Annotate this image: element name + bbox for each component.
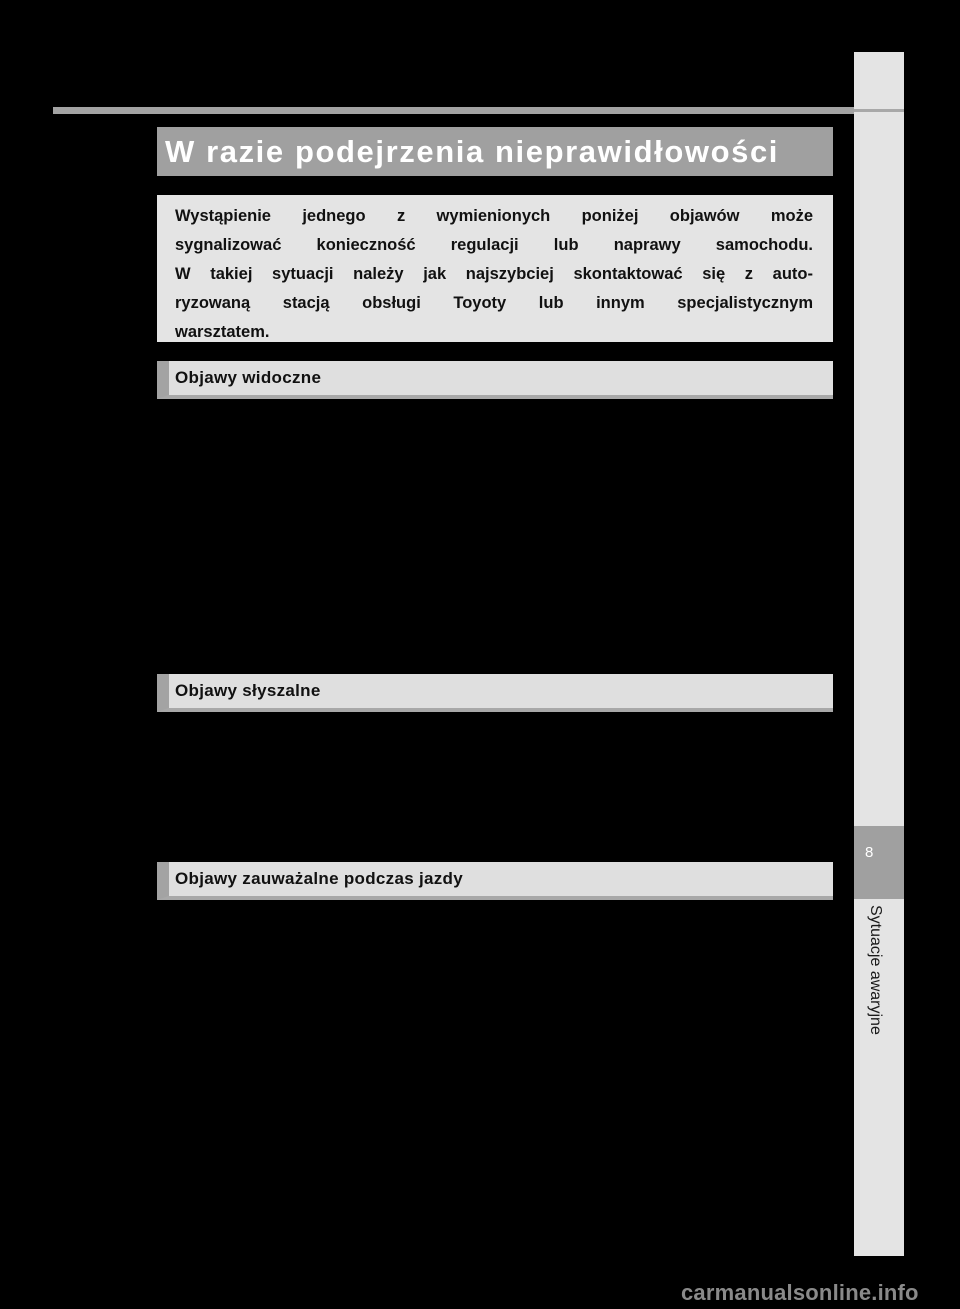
intro-line: warsztatem. [175, 323, 270, 341]
section-heading: Objawy zauważalne podczas jazdy [175, 869, 463, 888]
chapter-side-tab [854, 52, 904, 1256]
intro-line: W takiej sytuacji należy jak najszybciej skontaktować się z auto- [175, 265, 813, 283]
intro-box [157, 195, 833, 342]
section-heading: Objawy widoczne [175, 368, 322, 387]
chapter-title: Sytuacje awaryjne [867, 905, 884, 1035]
tab-rule [854, 109, 904, 112]
page-title-box [157, 127, 833, 176]
intro-line: ryzowaną stacją obsługi Toyoty lub innym specjalistycznym [175, 294, 813, 312]
chapter-number-block [854, 826, 904, 899]
section-header-driving [157, 862, 833, 900]
chapter-number: 8 [865, 844, 874, 861]
section-heading: Objawy słyszalne [175, 681, 321, 700]
page-title: W razie podejrzenia nieprawidłowości [165, 133, 779, 169]
section-header-audible [157, 674, 833, 712]
intro-line: Wystąpienie jednego z wymienionych poniżej objawów może [175, 207, 813, 225]
top-rule [53, 107, 854, 114]
section-header-visible [157, 361, 833, 399]
watermark: carmanualsonline.info [681, 1280, 919, 1305]
intro-line: sygnalizować konieczność regulacji lub naprawy samochodu. [175, 236, 813, 254]
